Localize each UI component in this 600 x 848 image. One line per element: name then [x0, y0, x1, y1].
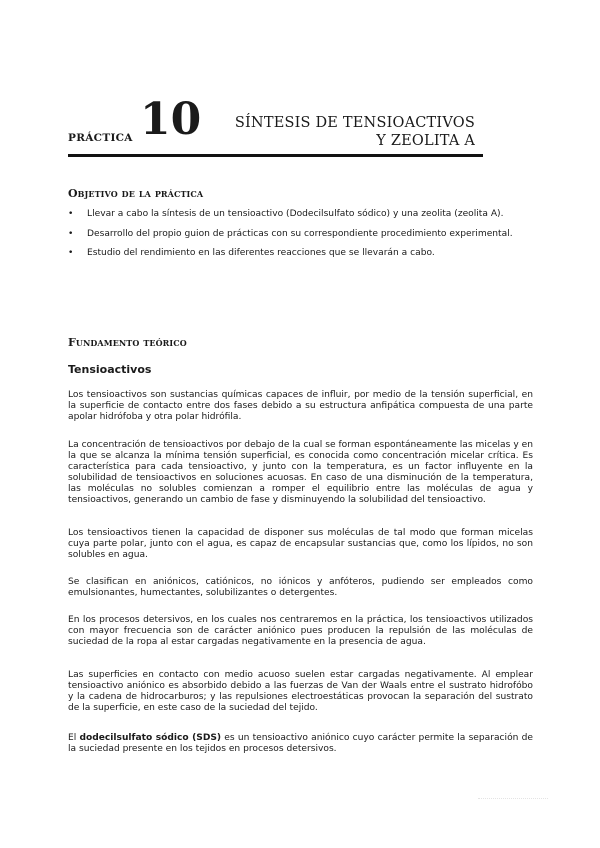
list-item: [68, 208, 533, 221]
chapter-header: [68, 94, 483, 162]
paragraph: En los procesos detersivos, en los cuales nos centraremos en la práctica, los tensioactivos utilizados con mayor frecuencia son de carácter aniónico pues producen la repulsión de las moléculas de suciedad de la ropa al estar cargadas negativamente en la presencia de agua.: [68, 615, 533, 648]
objective-text: Desarrollo del propio guion de prácticas con su correspondiente procedimiento experimental.: [87, 228, 513, 239]
objetivo-heading: Objetivo de la práctica: [68, 187, 204, 200]
bullet-icon: •: [68, 248, 74, 258]
objective-text: Llevar a cabo la síntesis de un tensioactivo (Dodecilsulfato sódico) y una zeolita (zeolita A).: [87, 209, 504, 219]
objective-text: Estudio del rendimiento en las diferentes reacciones que se llevarán a cabo.: [87, 248, 435, 258]
sds-prefix: El: [68, 733, 80, 743]
chapter-title-line-1: SÍNTESIS DE TENSIOACTIVOS: [234, 115, 475, 131]
header-rule: [68, 154, 483, 157]
bullet-icon: •: [68, 228, 74, 239]
objectives-list: [68, 208, 533, 267]
paragraph-sds: [68, 733, 533, 755]
chapter-title-line-2: Y ZEOLITA A: [376, 133, 475, 149]
paragraph: Se clasifican en aniónicos, catiónicos, no iónicos y anfóteros, pudiendo ser empleados como emulsionantes, humectantes, solubilizantes o detergentes.: [68, 577, 533, 599]
sds-bold-term: dodecilsulfato sódico (SDS): [79, 733, 222, 743]
fundamento-heading: Fundamento teórico: [68, 336, 187, 349]
list-item: [68, 247, 533, 260]
faint-dotted-mark: [478, 798, 548, 800]
bullet-icon: •: [68, 209, 74, 219]
paragraph: La concentración de tensioactivos por debajo de la cual se forman espontáneamente las micelas y en la que se alcanza la mínima tensión superficial, es conocida como concentración micelar crítica. Es característica para cada tensioactivo, y junto con la temperatura, es un factor influyente en la solubilidad de tensioactivos en soluciones acuosas. En caso de una disminución de la temperatura, las moléculas no solubles comienzan a romper el equilibrio entre las moléculas de agua y tensioactivos, generando un cambio de fase y disminuyendo la solubilidad del tensioactivo.: [68, 440, 533, 506]
sds-suffix: es un tensioactivo aniónico cuyo carácter permite la separación de la suciedad presente en los tejidos en procesos detersivos.: [68, 733, 533, 755]
practica-number: 10: [140, 94, 202, 145]
practica-label: PRÁCTICA: [68, 132, 133, 144]
tensioactivos-subheading: Tensioactivos: [68, 363, 152, 376]
paragraph: Los tensioactivos tienen la capacidad de disponer sus moléculas de tal modo que forman micelas cuya parte polar, junto con el agua, es capaz de encapsular sustancias que, como los lípidos, no son solubles en agua.: [68, 528, 533, 561]
paragraph: Las superficies en contacto con medio acuoso suelen estar cargadas negativamente. Al emplear tensioactivo aniónico es absorbido debido a las fuerzas de Van der Waals entre el sustrato hidrofóbo y la cadena de hidrocarburos; y las repulsiones electroestáticas provocan la separación del sustrato de la superficie, en este caso de la suciedad del tejido.: [68, 670, 533, 714]
chapter-title: [235, 114, 475, 150]
list-item: [68, 228, 533, 241]
paragraph: Los tensioactivos son sustancias químicas capaces de influir, por medio de la tensión superficial, en la superficie de contacto entre dos fases debido a su estructura anfipática compuesta de una parte apolar hidrófoba y otra polar hidrófila.: [68, 390, 533, 423]
